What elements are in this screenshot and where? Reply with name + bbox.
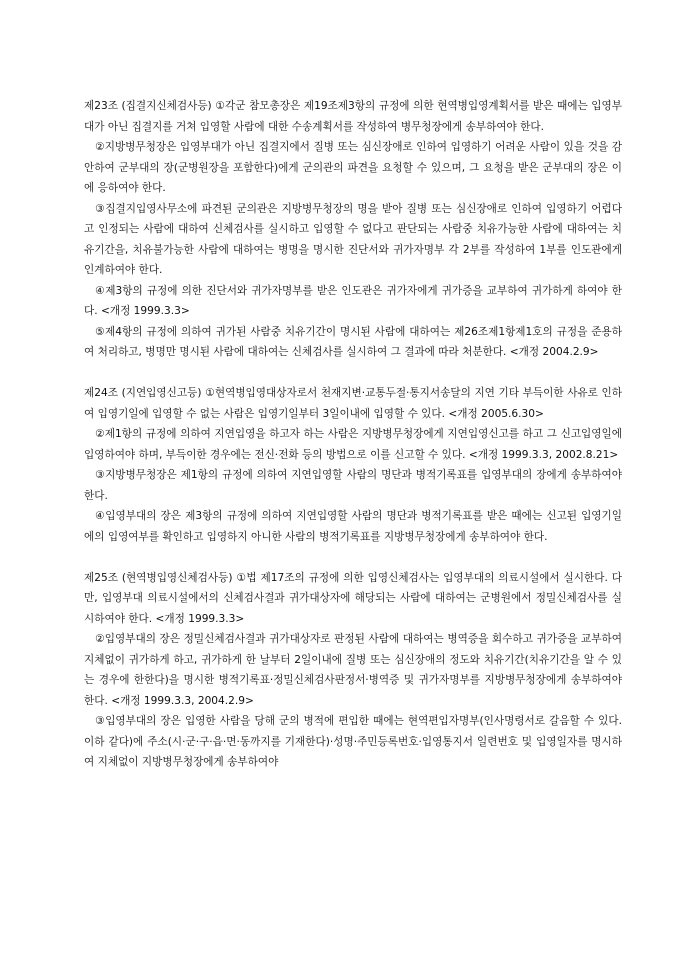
article-24 xyxy=(84,383,622,547)
document-body xyxy=(84,96,622,773)
paragraph: ③집결지입영사무소에 파견된 군의관은 지방병무청장의 명을 받아 질병 또는 심신장애로 인하여 입영하기 어렵다고 인정되는 사람에 대하여 신체검사를 실시하고 입영할 수 없다고 판단되는 사람중 치유가능한 사람에 대하여는 치유기간을, 치유불가능한 사람에 대하여는 병명을 명시한 진단서와 귀가자명부 각 2부를 작성하여 1부를 인도관에게 인계하여야 한다. xyxy=(84,202,622,276)
article-heading-paragraph: 제23조 (집결지신체검사등) ①각군 참모총장은 제19조제3항의 규정에 의한 현역병입영계획서를 받은 때에는 입영부대가 아닌 집결지를 거쳐 입영할 사람에 대한 수송계획서를 작성하여 병무청장에게 송부하여야 한다. xyxy=(84,100,622,133)
article-25 xyxy=(84,568,622,773)
paragraph: ④입영부대의 장은 제3항의 규정에 의하여 지연입영할 사람의 명단과 병적기록표를 받은 때에는 신고된 입영기일에의 입영여부를 확인하고 입영하지 아니한 사람의 병적기록표를 지방병무청장에게 송부하여야 한다. xyxy=(84,510,622,543)
paragraph: ②제1항의 규정에 의하여 지연입영을 하고자 하는 사람은 지방병무청장에게 지연입영신고를 하고 그 신고입영일에 입영하여야 하며, 부득이한 경우에는 전신·전화 등의 방법으로 이를 신고할 수 있다. <개정 1999.3.3, 2002.8.21> xyxy=(84,428,622,461)
article-heading-paragraph: 제25조 (현역병입영신체검사등) ①법 제17조의 규정에 의한 입영신체검사는 입영부대의 의료시설에서 실시한다. 다만, 입영부대 의료시설에서의 신체검사결과 귀가대상자에 해당되는 사람에 대하여는 군병원에서 정밀신체검사를 실시하여야 한다. <개정 1999.3.3> xyxy=(84,571,622,625)
paragraph: ③입영부대의 장은 입영한 사람을 당해 군의 병적에 편입한 때에는 현역편입자명부(인사명령서로 갈음할 수 있다. 이하 같다)에 주소(시·군·구·읍·면·동까지를 기재한다)·성명·주민등록번호·입영통지서 일련번호 및 입영일자를 명시하여 지체없이 지방병무청장에게 송부하여야 xyxy=(84,715,622,768)
paragraph: ②지방병무청장은 입영부대가 아닌 집결지에서 질병 또는 심신장애로 인하여 입영하기 어려운 사람이 있을 것을 감안하여 군부대의 장(군병원장을 포함한다)에게 군의관의 파견을 요청할 수 있으며, 그 요청을 받은 군부대의 장은 이에 응하여야 한다. xyxy=(84,141,622,194)
paragraph: ②입영부대의 장은 정밀신체검사결과 귀가대상자로 판정된 사람에 대하여는 병역증을 회수하고 귀가증을 교부하여 지체없이 귀가하게 하고, 귀가하게 한 날부터 2일이내에 질병 또는 심신장애의 정도와 치유기간(치유기간을 알 수 있는 경우에 한한다)을 명시한 병적기록표·정밀신체검사판정서·병역증 및 귀가자명부를 지방병무청장에게 송부하여야 한다. <개정 1999.3.3, 2004.2.9> xyxy=(84,633,622,707)
paragraph: ④제3항의 규정에 의한 진단서와 귀가자명부를 받은 인도관은 귀가자에게 귀가증을 교부하여 귀가하게 하여야 한다. <개정 1999.3.3> xyxy=(84,284,622,317)
paragraph: ③지방병무청장은 제1항의 규정에 의하여 지연입영할 사람의 명단과 병적기록표를 입영부대의 장에게 송부하여야 한다. xyxy=(84,469,622,502)
article-23 xyxy=(84,96,622,363)
article-heading-paragraph: 제24조 (지연입영신고등) ①현역병입영대상자로서 천재지변·교통두절·통지서송달의 지연 기타 부득이한 사유로 인하여 입영기일에 입영할 수 없는 사람은 입영기일부터 3일이내에 입영할 수 있다. <개정 2005.6.30> xyxy=(84,387,622,420)
paragraph: ⑤제4항의 규정에 의하여 귀가된 사람중 치유기간이 명시된 사람에 대하여는 제26조제1항제1호의 규정을 준용하여 처리하고, 병명만 명시된 사람에 대하여는 신체검사를 실시하여 그 결과에 따라 처분한다. <개정 2004.2.9> xyxy=(84,325,622,358)
